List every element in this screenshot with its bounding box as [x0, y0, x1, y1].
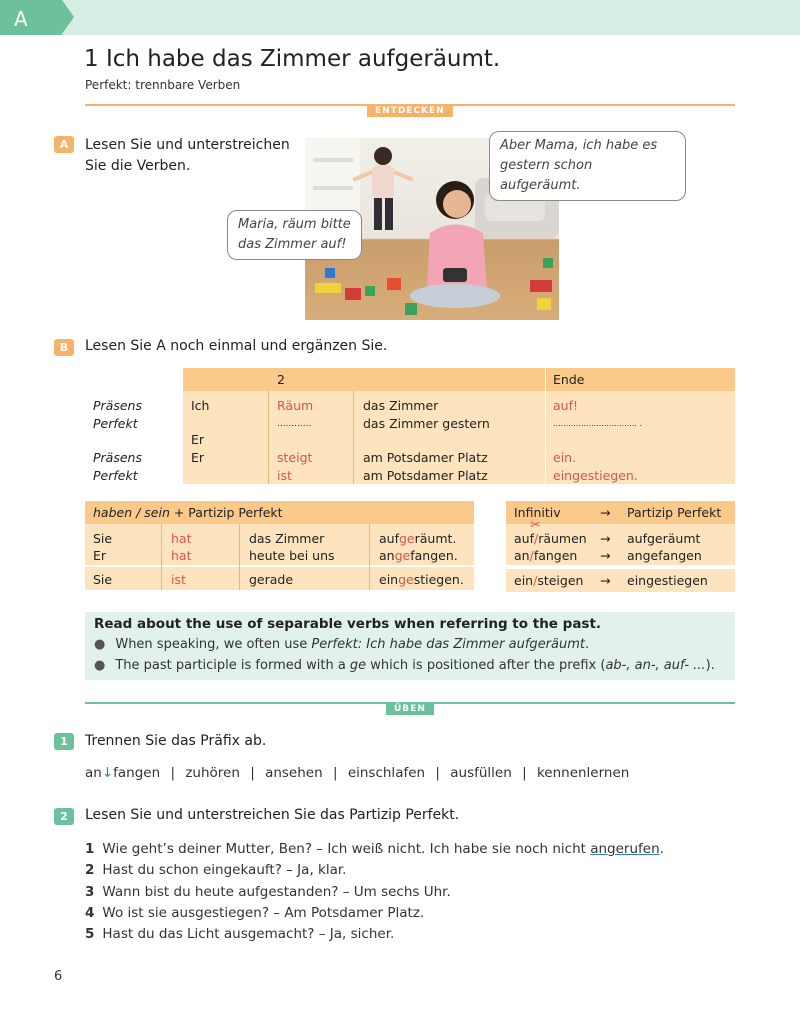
word-item[interactable]: zuhören: [185, 765, 240, 781]
item-number: 5: [85, 926, 95, 943]
grid-label: Perfekt: [93, 468, 138, 483]
hint-item-2-text: The past participle is formed with a: [115, 658, 350, 673]
hint-item-1-end: .: [585, 637, 590, 652]
haben-mid: gerade: [249, 572, 294, 587]
word-item[interactable]: ansehen: [265, 765, 323, 781]
hint-item-1: [94, 637, 589, 652]
haben-divider-1: [161, 524, 162, 590]
task-a-line1: Lesen Sie und unterstreichen: [85, 137, 290, 153]
participle-stem: räumt.: [414, 531, 457, 546]
arrow-icon: →: [600, 573, 611, 588]
page-subtitle: Perfekt: trennbare Verben: [85, 78, 241, 92]
split-mark-icon: /: [529, 548, 534, 563]
item-text[interactable]: Wo ist sie ausgestiegen? – Am Potsdamer Platz.: [102, 904, 425, 921]
bullet-icon: ●: [94, 637, 106, 652]
ueben-label: ÜBEN: [386, 703, 434, 715]
haben-subject: Sie: [93, 531, 113, 546]
grid-divider-3: [545, 368, 546, 484]
haben-aux: hat: [171, 531, 192, 546]
item-text[interactable]: Hast du schon eingekauft? – Ja, klar.: [102, 862, 347, 879]
participle-ge: ge: [394, 548, 411, 563]
participle-prefix: an: [379, 548, 395, 563]
hint-item-2: [94, 658, 715, 673]
grid-subject: Er: [191, 450, 205, 465]
hint-item-1-example: Perfekt: Ich habe das Zimmer aufgeräumt: [311, 637, 585, 652]
speech-bubble-girl: [489, 131, 686, 201]
haben-mid: heute bei uns: [249, 548, 335, 563]
grid-row-labels: [93, 397, 142, 485]
haben-subject: Sie: [93, 572, 113, 587]
hint-item-2-ge: ge: [349, 658, 367, 673]
grid-verb: steigt: [277, 450, 313, 465]
haben-participle: [379, 547, 464, 564]
grid-verb: ist: [277, 468, 292, 483]
participle-prefix: auf: [379, 531, 399, 546]
infinitiv-header-arrow: →: [600, 505, 611, 520]
item-end: .: [659, 841, 664, 857]
participle-stem: stiegen.: [413, 572, 464, 587]
haben-divider-2: [239, 524, 240, 590]
task-a-badge: A: [54, 136, 74, 153]
participle-stem: fangen.: [410, 548, 458, 563]
grid-spacer: [553, 433, 642, 449]
grid-spacer: [363, 433, 490, 449]
grid-subject: Er: [191, 432, 205, 447]
page-number: 6: [54, 969, 63, 984]
grid-divider-2: [353, 391, 354, 484]
exercise-2-title: Lesen Sie und unterstreichen Sie das Partizip Perfekt.: [85, 807, 460, 823]
haben-table-title-rest: + Partizip Perfekt: [169, 505, 283, 520]
hint-title: Read about the use of separable verbs when referring to the past.: [94, 616, 602, 632]
speech-bubble-mother: [227, 210, 362, 260]
scissors-icon: ✂: [530, 518, 541, 533]
infinitiv-row: [514, 547, 587, 564]
grid-end-column: [553, 397, 642, 485]
haben-divider-3: [369, 524, 370, 590]
exercise-2-item: [85, 924, 664, 945]
participle-ge: ge: [398, 531, 415, 546]
grid-object: das Zimmer gestern: [363, 416, 490, 431]
task-a-line2: Sie die Verben.: [85, 158, 191, 174]
grid-subject: Ich: [191, 398, 210, 413]
top-banner: [0, 0, 800, 35]
bubble-mother-line1: Maria, räum bitte: [238, 217, 351, 232]
participle-column: [627, 530, 708, 589]
word-separator: |: [435, 765, 440, 781]
arrow-icon: →: [600, 531, 611, 546]
grid-spacer: [277, 433, 313, 449]
participle-prefix: ein: [379, 572, 399, 587]
haben-aux: ist: [171, 572, 186, 587]
item-number: 3: [85, 883, 95, 900]
grid-spacer: [191, 415, 209, 431]
participle: angefangen: [627, 548, 702, 563]
exercise-2-list: [85, 839, 664, 945]
grid-spacer: [93, 433, 142, 449]
task-b-badge: B: [54, 339, 74, 356]
split-mark-icon: /: [533, 531, 539, 546]
item-number: 1: [85, 841, 95, 857]
grid-header-bar: [183, 368, 735, 391]
item-text: Wie geht’s deiner Mutter, Ben? – Ich weiß nicht. Ich habe sie noch nicht: [102, 841, 591, 857]
infinitiv-row: [514, 572, 587, 589]
infinitiv-header-right: Partizip Perfekt: [627, 505, 722, 520]
participle: aufgeräumt: [627, 531, 701, 546]
infinitiv-header-left: Infinitiv: [514, 505, 561, 520]
exercise-1-words: [85, 765, 629, 781]
split-mark-icon: /: [533, 573, 538, 588]
hint-item-2-mid: which is positioned after the prefix (: [366, 658, 606, 673]
grid-label: Perfekt: [93, 416, 138, 431]
grid-verb-blank[interactable]: ............: [277, 419, 312, 429]
bubble-mother-line2: das Zimmer auf!: [238, 237, 347, 252]
grid-end: eingestiegen.: [553, 468, 638, 483]
item-text[interactable]: Wann bist du heute aufgestanden? – Um sechs Uhr.: [102, 883, 451, 900]
exercise-1-badge: 1: [54, 733, 74, 750]
entdecken-label: ENTDECKEN: [367, 105, 453, 117]
item-number: 4: [85, 904, 95, 921]
infinitiv-arrow-column: [600, 530, 610, 589]
grid-header-position: 2: [277, 372, 285, 387]
word-item[interactable]: kennenlernen: [536, 765, 630, 781]
haben-aux-column: [171, 530, 191, 588]
bubble-girl-line2: gestern schon aufgeräumt.: [500, 158, 593, 193]
haben-sein-italic: haben / sein: [93, 505, 170, 520]
exercise-2-badge: 2: [54, 808, 74, 825]
hint-item-1-text: When speaking, we often use: [115, 637, 312, 652]
word-item[interactable]: ausfüllen: [450, 765, 512, 781]
word-example: [85, 765, 160, 781]
haben-participle: [379, 530, 464, 547]
grid-divider-1: [268, 391, 269, 484]
grid-end: ein.: [553, 450, 577, 465]
task-a-instructions: [85, 135, 290, 177]
haben-mid: das Zimmer: [249, 531, 325, 546]
word-example-prefix: an: [85, 765, 102, 781]
word-separator: |: [250, 765, 255, 781]
bullet-icon: ●: [94, 658, 106, 673]
grid-object: am Potsdamer Platz: [363, 468, 488, 483]
haben-subject-column: [93, 530, 112, 588]
split-arrow-icon: ↓: [101, 765, 114, 781]
exercise-2-item: [85, 882, 664, 903]
participle-ge: ge: [398, 572, 414, 587]
infinitiv-stem: räumen: [538, 531, 587, 546]
haben-subject: Er: [93, 548, 107, 563]
infinitiv-column: [514, 530, 587, 589]
grid-header-end: Ende: [553, 372, 585, 387]
infinitiv-prefix: auf: [514, 531, 534, 546]
bubble-girl-line1: Aber Mama, ich habe es: [500, 138, 658, 153]
word-item[interactable]: einschlafen: [347, 765, 426, 781]
grid-end: auf!: [553, 398, 578, 413]
grid-label: Präsens: [93, 450, 142, 465]
arrow-icon: →: [600, 548, 611, 563]
infinitiv-stem: fangen: [533, 548, 578, 563]
word-separator: |: [332, 765, 338, 781]
haben-mid-column: [249, 530, 335, 588]
task-b-instructions: Lesen Sie A noch einmal und ergänzen Sie.: [85, 338, 388, 354]
grid-subject-column: [191, 397, 209, 467]
infinitiv-prefix: an: [514, 548, 530, 563]
page-title: 1 Ich habe das Zimmer aufgeräumt.: [84, 46, 501, 72]
haben-aux: hat: [171, 548, 192, 563]
exercise-2-item: [85, 903, 664, 924]
infinitiv-prefix: ein: [514, 573, 534, 588]
exercise-1-title: Trennen Sie das Präfix ab.: [85, 733, 267, 749]
exercise-2-item: [85, 839, 664, 860]
word-separator: |: [170, 765, 176, 781]
item-number: 2: [85, 862, 95, 879]
haben-table-header: [85, 501, 474, 524]
grid-verb-column: [277, 397, 313, 485]
grammar-hint-box: [85, 612, 735, 680]
item-text[interactable]: Hast du das Licht ausgemacht? – Ja, sicher.: [102, 926, 395, 943]
infinitiv-row: [514, 530, 587, 547]
exercise-2-item: [85, 860, 664, 881]
haben-participle-column: [379, 530, 464, 588]
grid-label: Präsens: [93, 398, 142, 413]
underlined-participle[interactable]: angerufen: [590, 841, 660, 857]
section-tab: A: [0, 0, 62, 35]
haben-table-title: [93, 505, 283, 520]
word-example-stem: fangen: [113, 765, 161, 781]
haben-participle: [379, 571, 464, 588]
grid-end-blank[interactable]: ................................. .: [553, 419, 643, 428]
grid-object-column: [363, 397, 490, 485]
participle: eingestiegen: [627, 573, 708, 588]
hint-item-2-prefixes: ab-, an-, auf- ...: [605, 658, 706, 673]
grid-verb: Räum: [277, 398, 314, 413]
infinitiv-stem: steigen: [537, 573, 584, 588]
word-separator: |: [522, 765, 527, 781]
grid-object: das Zimmer: [363, 398, 439, 413]
hint-item-2-end: ).: [705, 658, 715, 673]
grid-object: am Potsdamer Platz: [363, 450, 488, 465]
